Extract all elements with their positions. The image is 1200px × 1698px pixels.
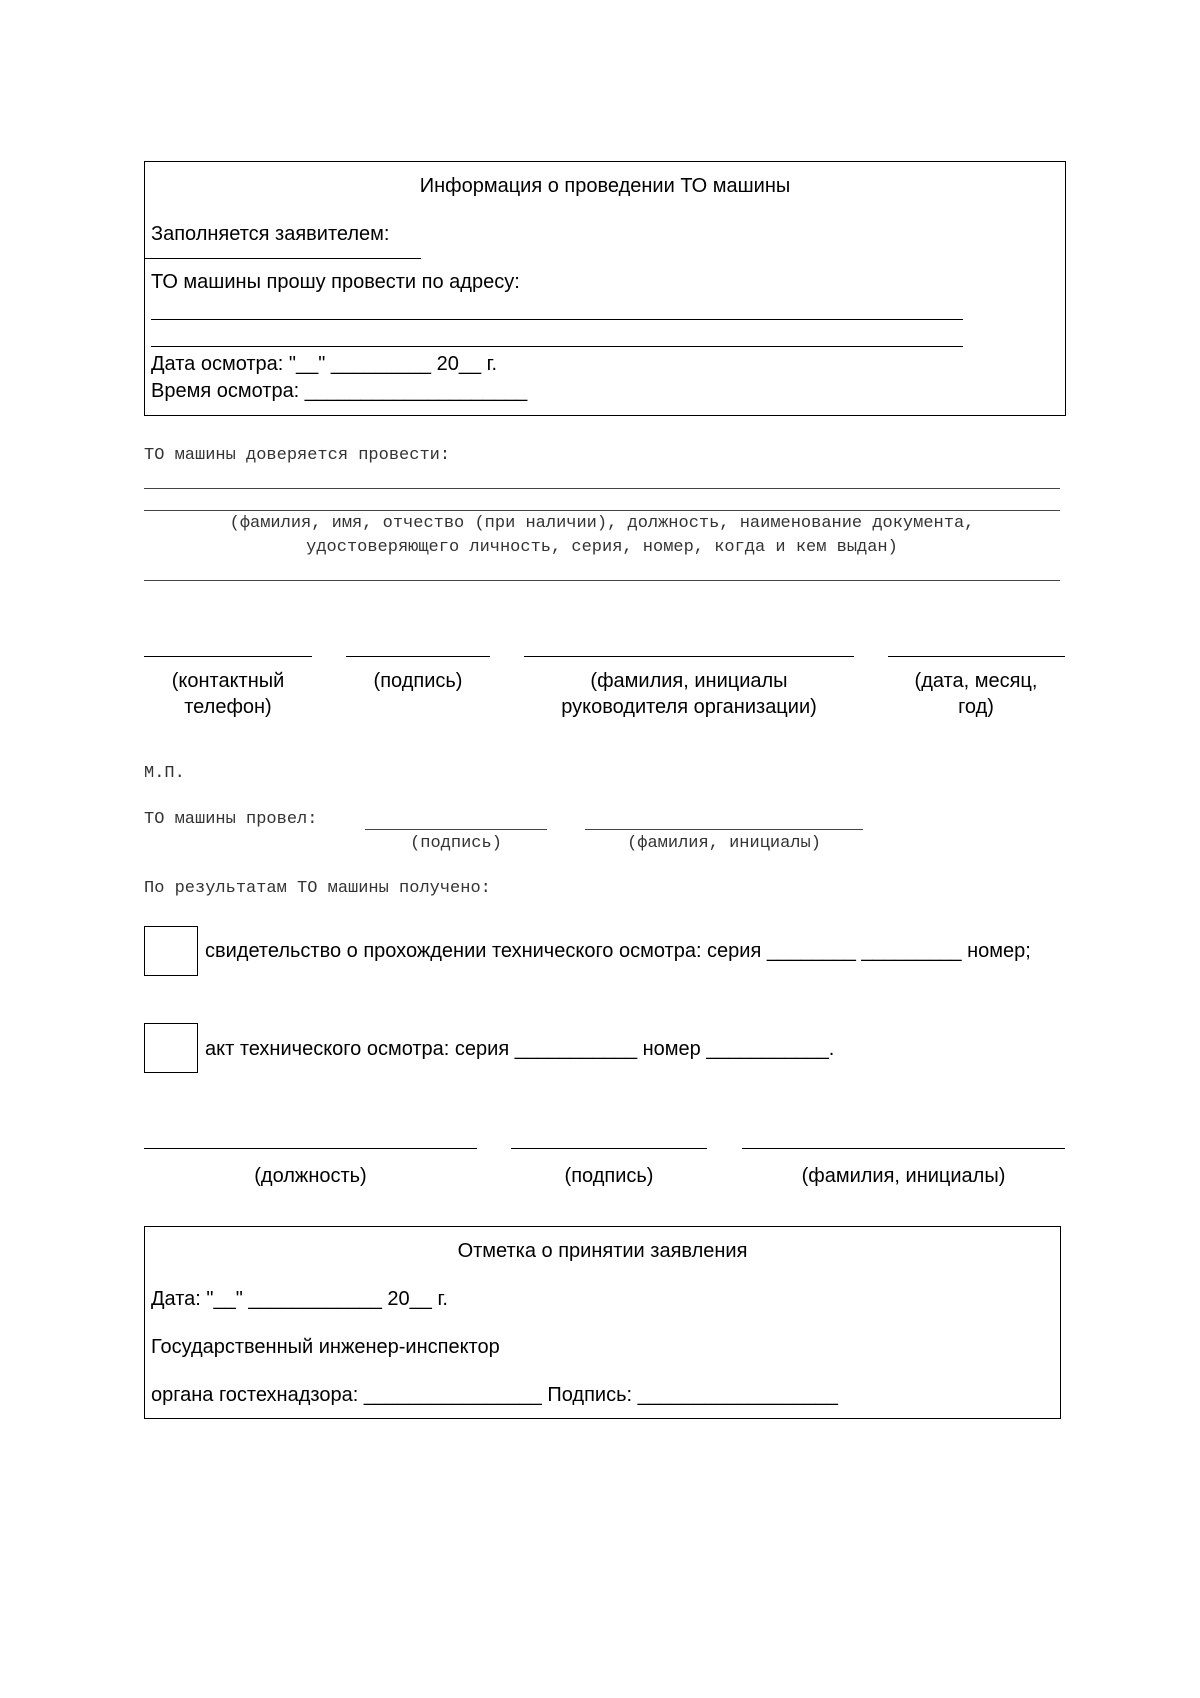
signature-line-1[interactable] bbox=[346, 656, 490, 657]
phone-hint: (контактный телефон) bbox=[171, 670, 285, 718]
trust-hint-line-2: удостоверяющего личность, серия, номер, когда и кем выдан) bbox=[306, 538, 898, 557]
signature-hint-1: (подпись) bbox=[373, 670, 463, 692]
inspection-time-field[interactable]: Время осмотра: ____________________ bbox=[151, 380, 528, 402]
name-hint-2: (фамилия, инициалы) bbox=[801, 1165, 1006, 1187]
trust-label: ТО машины доверяется провести: bbox=[144, 446, 451, 465]
trust-line-2[interactable] bbox=[144, 510, 1060, 511]
organ-signature-field[interactable]: органа гостехнадзора: ________________ Подпись: __________________ bbox=[151, 1384, 838, 1406]
acceptance-title: Отметка о принятии заявления bbox=[457, 1240, 748, 1262]
signature-hint-2: (подпись) bbox=[564, 1165, 654, 1187]
stamp-label: М.П. bbox=[144, 764, 185, 783]
inspector-label: Государственный инженер-инспектор bbox=[151, 1336, 500, 1358]
inspection-date-field[interactable]: Дата осмотра: "__" _________ 20__ г. bbox=[151, 353, 498, 375]
conducted-name-hint: (фамилия, инициалы) bbox=[627, 834, 821, 853]
trust-hint-line-1: (фамилия, имя, отчество (при наличии), должность, наименование документа, bbox=[229, 514, 975, 533]
filled-by-applicant-label: Заполняется заявителем: bbox=[151, 223, 390, 245]
act-checkbox[interactable] bbox=[144, 1023, 198, 1073]
address-line-1[interactable] bbox=[151, 319, 963, 320]
address-line-2[interactable] bbox=[151, 346, 963, 347]
trust-line-1[interactable] bbox=[144, 488, 1060, 489]
name-line-2[interactable] bbox=[742, 1148, 1065, 1149]
inspection-info-title: Информация о проведении ТО машины bbox=[419, 175, 791, 197]
conducted-label: ТО машины провел: bbox=[144, 810, 328, 829]
signature-line-2[interactable] bbox=[511, 1148, 707, 1149]
position-line[interactable] bbox=[144, 1148, 477, 1149]
phone-line[interactable] bbox=[144, 656, 312, 657]
director-name-line[interactable] bbox=[524, 656, 854, 657]
position-hint: (должность) bbox=[254, 1165, 367, 1187]
certificate-checkbox[interactable] bbox=[144, 926, 198, 976]
conducted-signature-line[interactable] bbox=[365, 829, 547, 830]
certificate-option-label: свидетельство о прохождении технического осмотра: серия ________ _________ номер; bbox=[205, 940, 1031, 962]
date-line-1[interactable] bbox=[888, 656, 1065, 657]
results-label: По результатам ТО машины получено: bbox=[144, 879, 491, 898]
acceptance-date-field[interactable]: Дата: "__" ____________ 20__ г. bbox=[151, 1288, 448, 1310]
trust-line-3[interactable] bbox=[144, 580, 1060, 581]
director-name-hint: (фамилия, инициалы руководителя организации) bbox=[561, 670, 817, 718]
filled-by-underline bbox=[144, 258, 421, 259]
address-label: ТО машины прошу провести по адресу: bbox=[151, 271, 520, 293]
conducted-signature-hint: (подпись) bbox=[410, 834, 502, 853]
conducted-name-line[interactable] bbox=[585, 829, 863, 830]
act-option-label: акт технического осмотра: серия ___________ номер ___________. bbox=[205, 1038, 835, 1060]
date-hint-1: (дата, месяц, год) bbox=[914, 670, 1038, 718]
